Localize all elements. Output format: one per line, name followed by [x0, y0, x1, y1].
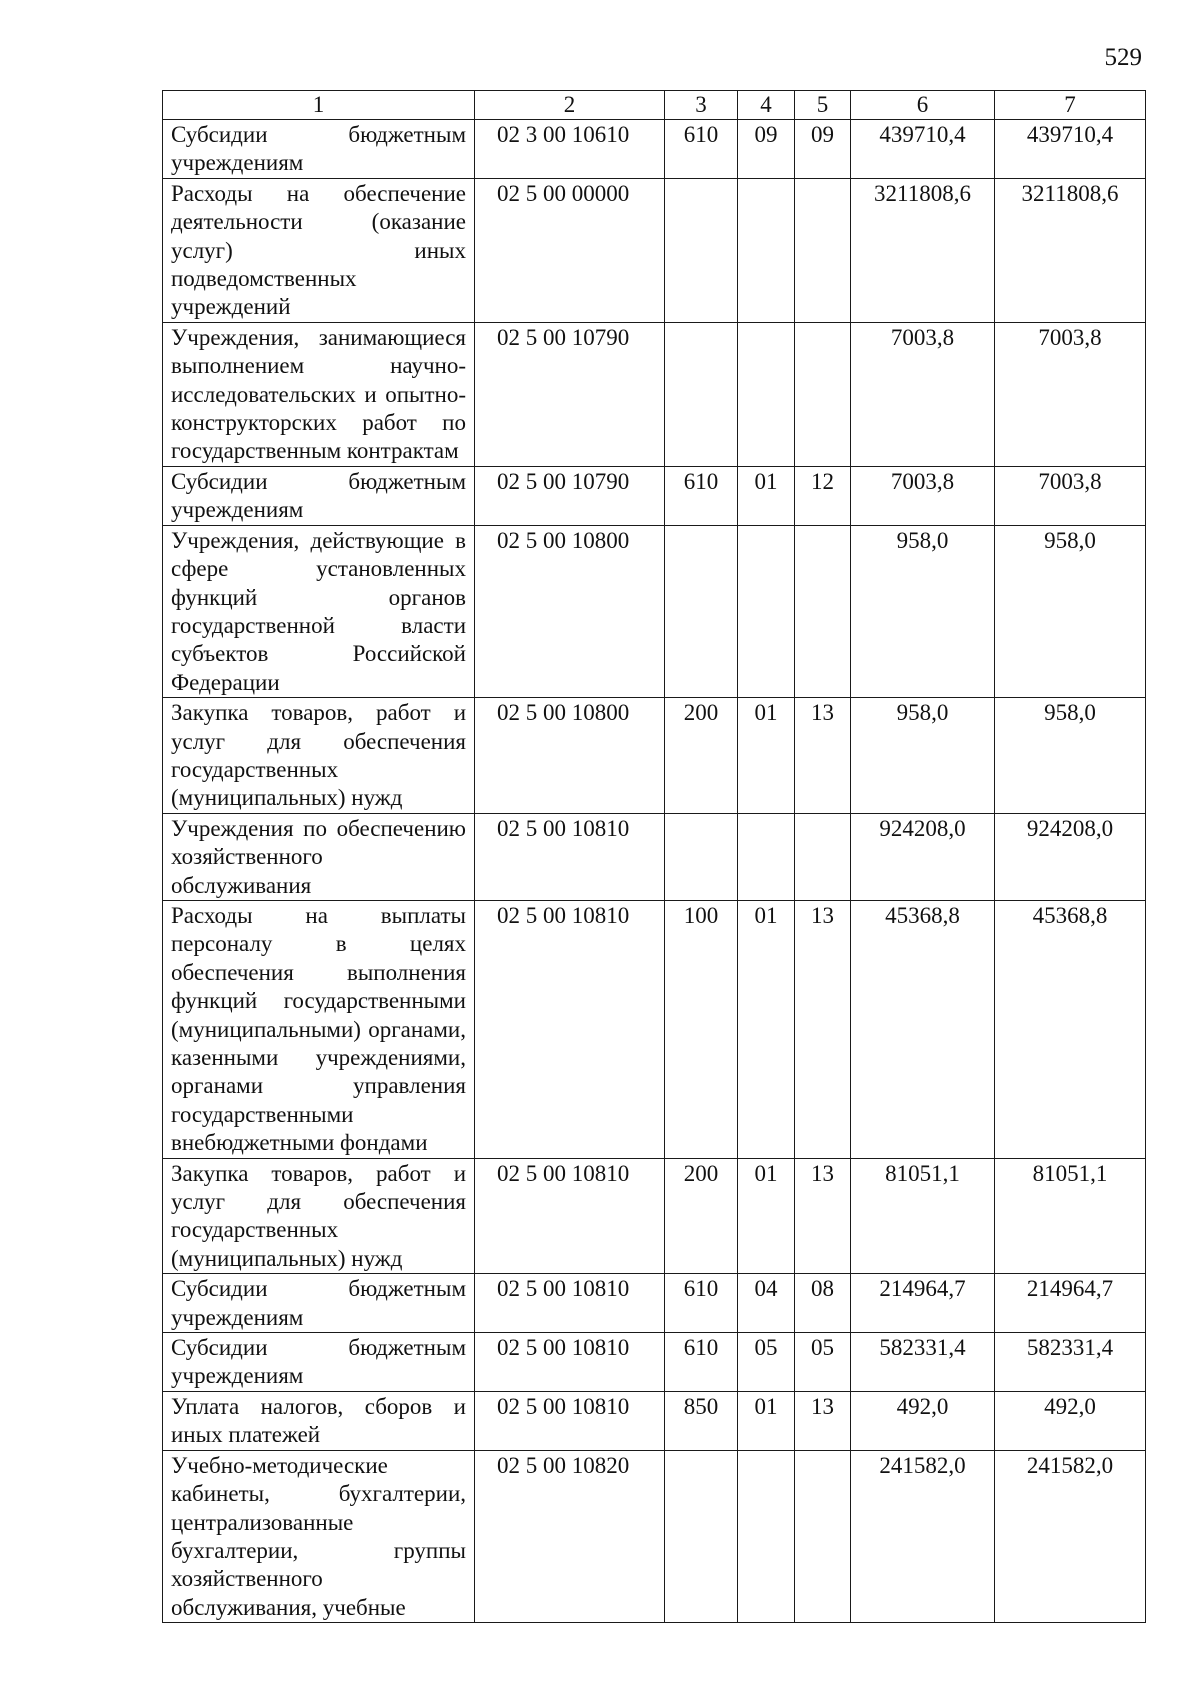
- table-row: [163, 1158, 1146, 1274]
- amount-col6: 3211808,6: [851, 178, 995, 322]
- column-header-5: 5: [795, 91, 851, 120]
- table-row: [163, 322, 1146, 466]
- expense-name: Субсидии бюджетным учреждениям: [163, 466, 475, 525]
- target-article-code: 02 5 00 10790: [475, 466, 665, 525]
- target-article-code: 02 3 00 10610: [475, 120, 665, 179]
- amount-col6: 45368,8: [851, 900, 995, 1158]
- amount-col7: 439710,4: [995, 120, 1146, 179]
- expense-name: Расходы на обеспечение деятельности (оказание услуг) иных подведомственных учреждений: [163, 178, 475, 322]
- section-code: 01: [738, 698, 795, 814]
- table-row: [163, 525, 1146, 697]
- amount-col7: 582331,4: [995, 1333, 1146, 1392]
- subsection-code: 12: [795, 466, 851, 525]
- section-code: 04: [738, 1274, 795, 1333]
- amount-col6: 958,0: [851, 525, 995, 697]
- table-row: [163, 178, 1146, 322]
- section-code: 05: [738, 1333, 795, 1392]
- amount-col6: 241582,0: [851, 1450, 995, 1622]
- table-row: [163, 1391, 1146, 1450]
- expense-name: Субсидии бюджетным учреждениям: [163, 1333, 475, 1392]
- section-code: [738, 322, 795, 466]
- amount-col7: 924208,0: [995, 813, 1146, 900]
- amount-col6: 924208,0: [851, 813, 995, 900]
- amount-col6: 582331,4: [851, 1333, 995, 1392]
- expense-name: Субсидии бюджетным учреждениям: [163, 1274, 475, 1333]
- budget-table: [162, 90, 1146, 1623]
- table-row: [163, 1333, 1146, 1392]
- expense-name: Учебно-методические кабинеты, бухгалтерии, централизованные бухгалтерии, группы хозяйственного обслуживания, учебные: [163, 1450, 475, 1622]
- target-article-code: 02 5 00 10810: [475, 813, 665, 900]
- page-number: 529: [1104, 44, 1142, 71]
- subsection-code: 09: [795, 120, 851, 179]
- section-code: 09: [738, 120, 795, 179]
- expense-type-code: 200: [665, 1158, 738, 1274]
- amount-col7: 45368,8: [995, 900, 1146, 1158]
- subsection-code: [795, 525, 851, 697]
- amount-col7: 81051,1: [995, 1158, 1146, 1274]
- table-row: [163, 813, 1146, 900]
- amount-col7: 7003,8: [995, 322, 1146, 466]
- amount-col6: 439710,4: [851, 120, 995, 179]
- expense-name: Закупка товаров, работ и услуг для обеспечения государственных (муниципальных) нужд: [163, 698, 475, 814]
- expense-type-code: 610: [665, 1274, 738, 1333]
- amount-col7: 214964,7: [995, 1274, 1146, 1333]
- amount-col7: 241582,0: [995, 1450, 1146, 1622]
- header-row: [163, 91, 1146, 120]
- target-article-code: 02 5 00 10810: [475, 900, 665, 1158]
- target-article-code: 02 5 00 10810: [475, 1333, 665, 1392]
- table-body: [163, 120, 1146, 1623]
- expense-type-code: 100: [665, 900, 738, 1158]
- expense-name: Уплата налогов, сборов и иных платежей: [163, 1391, 475, 1450]
- expense-type-code: 200: [665, 698, 738, 814]
- section-code: 01: [738, 1391, 795, 1450]
- target-article-code: 02 5 00 10800: [475, 698, 665, 814]
- table-row: [163, 1274, 1146, 1333]
- subsection-code: 13: [795, 1391, 851, 1450]
- target-article-code: 02 5 00 10810: [475, 1274, 665, 1333]
- expense-type-code: 610: [665, 1333, 738, 1392]
- column-header-1: 1: [163, 91, 475, 120]
- amount-col7: 958,0: [995, 698, 1146, 814]
- table-row: [163, 120, 1146, 179]
- subsection-code: [795, 1450, 851, 1622]
- expense-type-code: [665, 1450, 738, 1622]
- target-article-code: 02 5 00 10800: [475, 525, 665, 697]
- amount-col7: 3211808,6: [995, 178, 1146, 322]
- table-row: [163, 900, 1146, 1158]
- amount-col7: 492,0: [995, 1391, 1146, 1450]
- amount-col6: 958,0: [851, 698, 995, 814]
- section-code: [738, 813, 795, 900]
- subsection-code: 13: [795, 900, 851, 1158]
- section-code: 01: [738, 1158, 795, 1274]
- expense-type-code: [665, 322, 738, 466]
- column-header-2: 2: [475, 91, 665, 120]
- table-row: [163, 466, 1146, 525]
- expense-name: Расходы на выплаты персоналу в целях обеспечения выполнения функций государственными (муниципальными) органами, казенными учреждениями, органами управления государственными внебюджетными фондами: [163, 900, 475, 1158]
- subsection-code: 13: [795, 698, 851, 814]
- expense-type-code: 610: [665, 466, 738, 525]
- table-header: [163, 91, 1146, 120]
- amount-col6: 492,0: [851, 1391, 995, 1450]
- amount-col6: 214964,7: [851, 1274, 995, 1333]
- section-code: 01: [738, 466, 795, 525]
- section-code: 01: [738, 900, 795, 1158]
- column-header-7: 7: [995, 91, 1146, 120]
- table-row: [163, 698, 1146, 814]
- amount-col6: 7003,8: [851, 322, 995, 466]
- subsection-code: 05: [795, 1333, 851, 1392]
- table-row: [163, 1450, 1146, 1622]
- column-header-3: 3: [665, 91, 738, 120]
- section-code: [738, 525, 795, 697]
- subsection-code: [795, 322, 851, 466]
- amount-col6: 81051,1: [851, 1158, 995, 1274]
- amount-col6: 7003,8: [851, 466, 995, 525]
- target-article-code: 02 5 00 10790: [475, 322, 665, 466]
- expense-name: Закупка товаров, работ и услуг для обеспечения государственных (муниципальных) нужд: [163, 1158, 475, 1274]
- expense-name: Учреждения, занимающиеся выполнением научно-исследовательских и опытно-конструкторских работ по государственным контрактам: [163, 322, 475, 466]
- column-header-4: 4: [738, 91, 795, 120]
- target-article-code: 02 5 00 10820: [475, 1450, 665, 1622]
- expense-type-code: [665, 178, 738, 322]
- expense-name: Учреждения по обеспечению хозяйственного обслуживания: [163, 813, 475, 900]
- target-article-code: 02 5 00 00000: [475, 178, 665, 322]
- expense-type-code: [665, 813, 738, 900]
- amount-col7: 958,0: [995, 525, 1146, 697]
- expense-name: Учреждения, действующие в сфере установленных функций органов государственной власти субъектов Российской Федерации: [163, 525, 475, 697]
- target-article-code: 02 5 00 10810: [475, 1158, 665, 1274]
- subsection-code: 13: [795, 1158, 851, 1274]
- expense-type-code: [665, 525, 738, 697]
- target-article-code: 02 5 00 10810: [475, 1391, 665, 1450]
- expense-type-code: 610: [665, 120, 738, 179]
- subsection-code: [795, 813, 851, 900]
- column-header-6: 6: [851, 91, 995, 120]
- expense-name: Субсидии бюджетным учреждениям: [163, 120, 475, 179]
- subsection-code: 08: [795, 1274, 851, 1333]
- amount-col7: 7003,8: [995, 466, 1146, 525]
- section-code: [738, 178, 795, 322]
- section-code: [738, 1450, 795, 1622]
- expense-type-code: 850: [665, 1391, 738, 1450]
- subsection-code: [795, 178, 851, 322]
